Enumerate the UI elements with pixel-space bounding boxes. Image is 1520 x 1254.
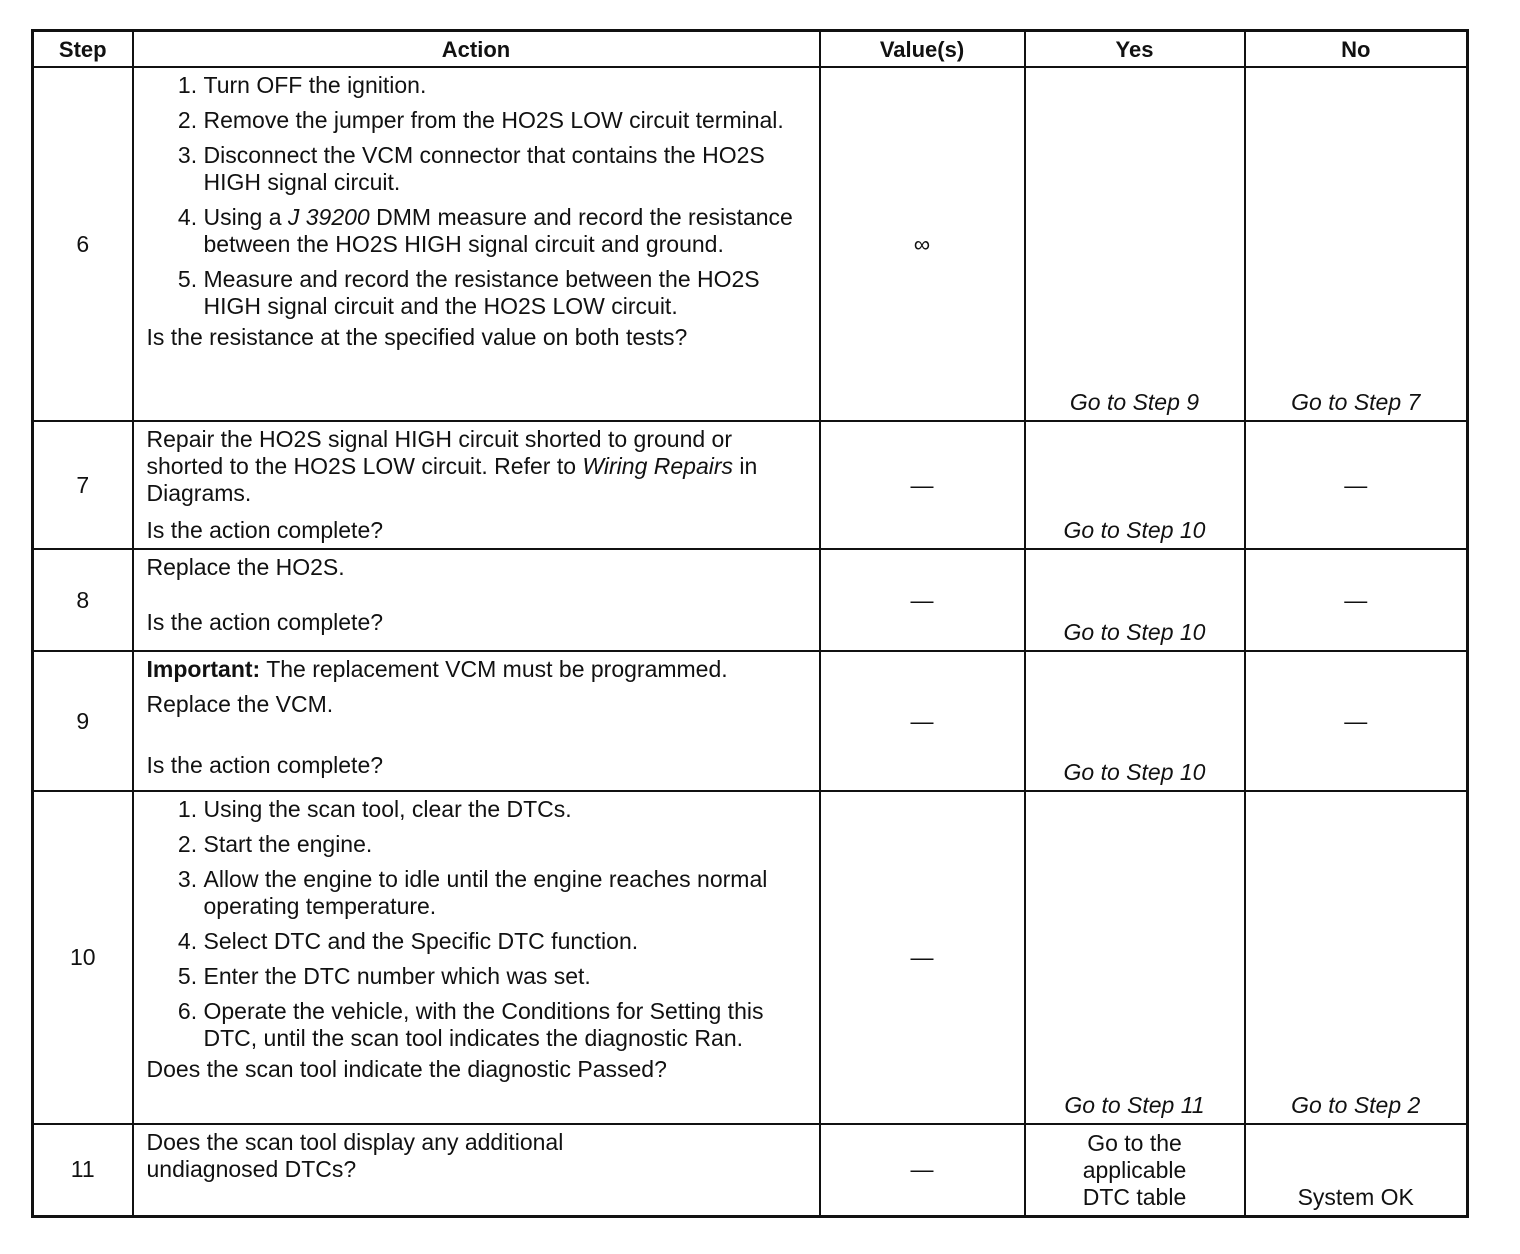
action-steps: [147, 72, 809, 320]
question: Is the action complete?: [146, 517, 384, 543]
no-cell: —: [1245, 651, 1468, 791]
important-text: The replacement VCM must be programmed.: [260, 656, 728, 682]
action-text-post: in Diagrams.: [146, 453, 758, 506]
wiring-repairs-reference: Wiring Repairs: [582, 453, 734, 479]
spacer: [147, 581, 809, 609]
action-cell: [133, 549, 820, 651]
header-step: Step: [33, 31, 133, 68]
important-note: [147, 656, 809, 683]
header-no: No: [1245, 31, 1468, 68]
list-item: 3. Disconnect the VCM connector that contains the HO2S HIGH signal circuit.: [204, 142, 809, 196]
table-row: [33, 1124, 1468, 1216]
yes-line: DTC table: [1082, 1183, 1187, 1210]
header-yes: Yes: [1025, 31, 1245, 68]
value-cell: —: [820, 651, 1025, 791]
action-cell: [133, 1124, 820, 1216]
action-cell: [133, 791, 820, 1124]
table-row: [33, 651, 1468, 791]
table-row: [33, 549, 1468, 651]
yes-cell: Go to Step 10: [1025, 549, 1245, 651]
action-cell: [133, 67, 820, 421]
table-row: [33, 67, 1468, 421]
value-cell: —: [820, 1124, 1025, 1216]
item-text-pre: Using a: [203, 204, 288, 230]
list-item: 3. Allow the engine to idle until the engine reaches normal operating temperature.: [204, 866, 809, 920]
no-cell: —: [1245, 549, 1468, 651]
step-number: 11: [33, 1124, 133, 1216]
action-text: Replace the VCM.: [146, 691, 334, 717]
step-number: 9: [33, 651, 133, 791]
tool-reference: J 39200: [287, 204, 370, 230]
question: Does the scan tool display any additional undiagnosed DTCs?: [146, 1129, 564, 1182]
list-item: [204, 204, 809, 258]
list-item: 5. Measure and record the resistance between the HO2S HIGH signal circuit and the HO2S LOW circuit.: [204, 266, 809, 320]
step-number: 7: [33, 421, 133, 549]
yes-cell: Go to Step 10: [1025, 651, 1245, 791]
action-steps: [147, 796, 809, 1052]
list-item: 5. Enter the DTC number which was set.: [204, 963, 809, 990]
no-cell: System OK: [1245, 1124, 1468, 1216]
action-text: [147, 426, 809, 507]
no-cell: Go to Step 2: [1245, 791, 1468, 1124]
table-row: [33, 791, 1468, 1124]
diagnostic-table: [31, 29, 1469, 1218]
value-cell: ∞: [820, 67, 1025, 421]
list-item: 2. Start the engine.: [204, 831, 809, 858]
spacer: [147, 718, 809, 752]
list-item: 4. Select DTC and the Specific DTC function.: [204, 928, 809, 955]
step-number: 6: [33, 67, 133, 421]
action-cell: [133, 651, 820, 791]
header-values: Value(s): [820, 31, 1025, 68]
list-item: 2. Remove the jumper from the HO2S LOW circuit terminal.: [204, 107, 809, 134]
yes-line: applicable: [1082, 1156, 1187, 1183]
action-text: Replace the HO2S.: [146, 554, 345, 580]
list-item: 1. Using the scan tool, clear the DTCs.: [204, 796, 809, 823]
list-item: 1. Turn OFF the ignition.: [204, 72, 809, 99]
action-text-pre: Repair the HO2S signal HIGH circuit shorted to ground or shorted to the HO2S LOW circuit. Refer to: [146, 426, 732, 479]
value-cell: —: [820, 549, 1025, 651]
yes-cell: Go to Step 10: [1025, 421, 1245, 549]
step-number: 8: [33, 549, 133, 651]
question: Is the resistance at the specified value on both tests?: [146, 324, 688, 350]
question: Is the action complete?: [146, 752, 384, 778]
question: Does the scan tool indicate the diagnostic Passed?: [146, 1056, 667, 1082]
value-cell: —: [820, 791, 1025, 1124]
item-text-post: DMM measure and record the resistance between the HO2S HIGH signal circuit and ground.: [203, 204, 793, 257]
yes-cell: Go to Step 11: [1025, 791, 1245, 1124]
step-number: 10: [33, 791, 133, 1124]
table-row: [33, 421, 1468, 549]
list-item: 6. Operate the vehicle, with the Conditions for Setting this DTC, until the scan tool indicates the diagnostic Ran.: [204, 998, 809, 1052]
header-row: [33, 31, 1468, 68]
value-cell: —: [820, 421, 1025, 549]
no-cell: Go to Step 7: [1245, 67, 1468, 421]
action-cell: [133, 421, 820, 549]
yes-line: Go to the: [1087, 1129, 1182, 1156]
important-label: Important:: [146, 656, 261, 682]
question: Is the action complete?: [146, 609, 384, 635]
header-action: Action: [133, 31, 820, 68]
no-cell: —: [1245, 421, 1468, 549]
yes-cell: Go to Step 9: [1025, 67, 1245, 421]
yes-cell: [1025, 1124, 1245, 1216]
